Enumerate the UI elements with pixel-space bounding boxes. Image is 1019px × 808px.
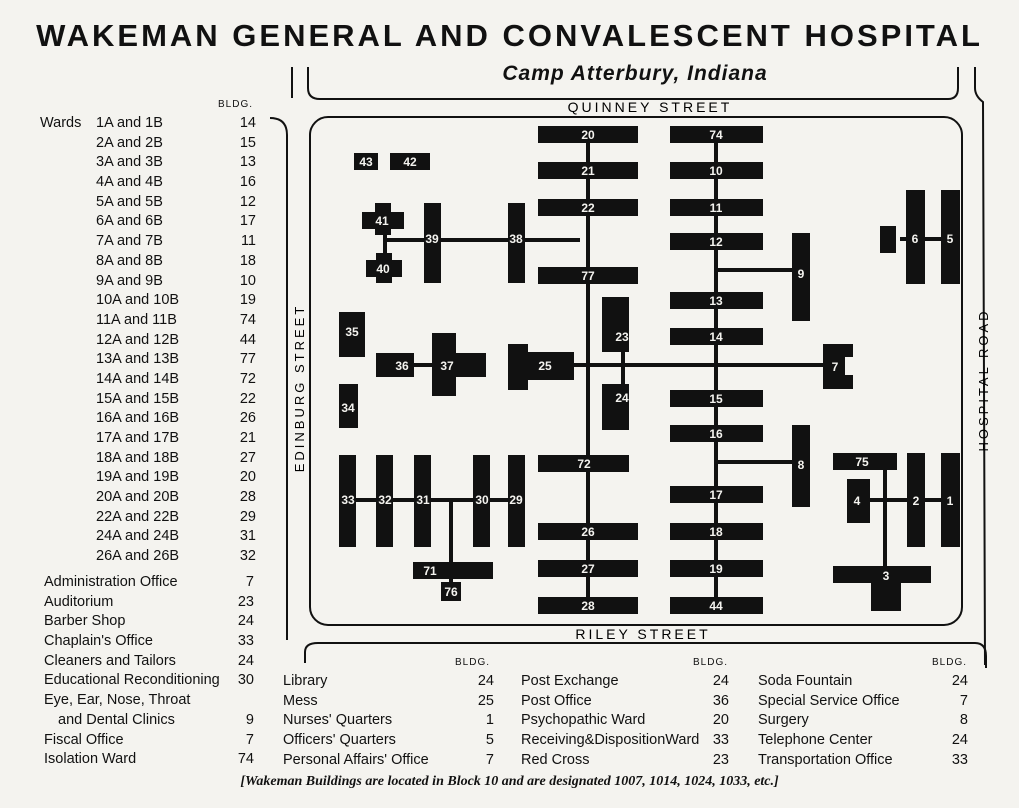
- legend-label: 12A and 12B: [96, 331, 180, 348]
- label-18: 18: [709, 525, 723, 539]
- legend-bldg: 20: [239, 469, 256, 486]
- offices-col2: [283, 672, 498, 770]
- legend-label: 5A and 5B: [96, 193, 163, 210]
- legend-label: Isolation Ward: [44, 751, 137, 768]
- label-11: 11: [709, 201, 723, 215]
- label-20: 20: [581, 128, 595, 142]
- legend-label: Surgery: [758, 712, 809, 729]
- legend-label: Cleaners and Tailors: [44, 652, 176, 669]
- legend-row: [40, 468, 260, 488]
- legend-row: [40, 193, 260, 213]
- legend-row: [40, 232, 260, 252]
- legend-row: [40, 488, 260, 508]
- label-33: 33: [341, 493, 355, 507]
- map-subtitle: Camp Atterbury, Indiana: [502, 62, 768, 85]
- legend-label: Barber Shop: [44, 613, 126, 630]
- label-10: 10: [709, 164, 723, 178]
- label-44: 44: [709, 599, 723, 613]
- legend-label: and Dental Clinics: [58, 711, 175, 728]
- legend-bldg: 28: [239, 489, 256, 506]
- legend-bldg: 7: [245, 574, 254, 590]
- label-34: 34: [341, 401, 355, 415]
- legend-bldg: 36: [712, 692, 729, 709]
- bldg-header-col2: BLDG.: [455, 657, 491, 668]
- legend-row: [758, 751, 972, 771]
- legend-label: Post Office: [521, 692, 592, 709]
- label-7: 7: [831, 360, 839, 374]
- legend-row: [40, 547, 260, 567]
- legend-bldg: 24: [951, 732, 968, 749]
- label-28: 28: [581, 599, 595, 613]
- legend-bldg: 5: [485, 732, 494, 749]
- legend-label: Receiving&DispositionWard: [521, 732, 700, 749]
- legend-bldg: 33: [237, 633, 254, 650]
- label-3: 3: [882, 569, 890, 583]
- legend-row: [521, 751, 733, 771]
- label-14: 14: [709, 330, 723, 344]
- legend-label: Fiscal Office: [44, 731, 124, 748]
- legend-label: 13A and 13B: [96, 351, 180, 368]
- legend-row: [283, 731, 498, 751]
- legend-label: Administration Office: [44, 574, 178, 590]
- legend-bldg: 24: [237, 652, 254, 669]
- label-4: 4: [853, 494, 861, 508]
- legend-row: [283, 711, 498, 731]
- legend-label: 24A and 24B: [96, 528, 180, 545]
- legend-bldg: 24: [477, 673, 494, 689]
- legend-row: [44, 612, 258, 632]
- legend-row: [521, 711, 733, 731]
- legend-row: [40, 311, 260, 331]
- legend-row: [44, 731, 258, 751]
- ward-bldg: 14: [239, 115, 256, 131]
- label-43: 43: [359, 155, 373, 169]
- label-40: 40: [376, 262, 390, 276]
- legend-row: [40, 331, 260, 351]
- label-26: 26: [581, 525, 595, 539]
- legend-label: 14A and 14B: [96, 370, 180, 387]
- label-9: 9: [797, 267, 805, 281]
- label-5: 5: [946, 232, 954, 246]
- legend-bldg: 7: [245, 731, 254, 748]
- legend-bldg: 12: [239, 193, 256, 210]
- legend-label: Library: [283, 673, 328, 689]
- label-21: 21: [581, 164, 595, 178]
- legend-row: [40, 409, 260, 429]
- quinney-street-label: QUINNEY STREET: [567, 99, 733, 115]
- legend-bldg: 32: [239, 548, 256, 565]
- label-6: 6: [911, 232, 919, 246]
- legend-label: Personal Affairs' Office: [283, 751, 429, 768]
- label-13: 13: [709, 294, 723, 308]
- label-42: 42: [403, 155, 417, 169]
- label-37: 37: [440, 359, 454, 373]
- legend-row: [40, 390, 260, 410]
- ward-row: [40, 114, 260, 134]
- label-8: 8: [797, 458, 805, 472]
- legend-label: Psychopathic Ward: [521, 712, 646, 729]
- legend-label: 4A and 4B: [96, 174, 163, 191]
- label-32: 32: [378, 493, 392, 507]
- legend-bldg: 20: [712, 712, 729, 729]
- legend-row: [44, 711, 258, 731]
- label-29: 29: [509, 493, 523, 507]
- legend-label: Officers' Quarters: [283, 732, 396, 749]
- legend-label: 16A and 16B: [96, 410, 180, 427]
- legend-row: [44, 671, 258, 691]
- legend-label: 10A and 10B: [96, 292, 180, 309]
- edinburg-street-label: EDINBURG STREET: [292, 303, 307, 473]
- legend-row: [40, 252, 260, 272]
- label-77: 77: [581, 269, 595, 283]
- legend-row: [40, 272, 260, 292]
- legend-row: [758, 731, 972, 751]
- legend-bldg: 19: [239, 292, 256, 309]
- legend-bldg: 74: [239, 311, 256, 328]
- legend-label: Soda Fountain: [758, 673, 853, 689]
- legend-bldg: 7: [959, 692, 968, 709]
- legend-row: [40, 449, 260, 469]
- label-74: 74: [709, 128, 723, 142]
- label-12: 12: [709, 235, 723, 249]
- legend-label: Red Cross: [521, 751, 590, 768]
- legend-bldg: 17: [239, 213, 256, 230]
- legend-bldg: 44: [239, 331, 256, 348]
- legend-label: 8A and 8B: [96, 252, 163, 269]
- legend-row: [521, 731, 733, 751]
- label-76: 76: [444, 585, 458, 599]
- buildings: [339, 126, 960, 614]
- legend-label: 9A and 9B: [96, 272, 163, 289]
- legend-row: [40, 212, 260, 232]
- legend-bldg: 29: [239, 508, 256, 525]
- legend-bldg: 24: [237, 613, 254, 630]
- label-31: 31: [416, 493, 430, 507]
- legend-label: 7A and 7B: [96, 233, 163, 250]
- legend-bldg: 30: [237, 672, 254, 689]
- legend-label: Special Service Office: [758, 692, 900, 709]
- legend-label: Nurses' Quarters: [283, 712, 393, 729]
- legend-row: [40, 153, 260, 173]
- legend-row: [758, 672, 972, 692]
- label-15: 15: [709, 392, 723, 406]
- legend-row: [283, 751, 498, 771]
- legend-row: [521, 672, 733, 692]
- legend-label: Telephone Center: [758, 732, 873, 749]
- label-2: 2: [912, 494, 920, 508]
- legend-bldg: 18: [239, 252, 256, 269]
- legend-row: [44, 750, 258, 770]
- legend-row: [40, 291, 260, 311]
- building-3-annex: [871, 583, 901, 611]
- legend-bldg: 1: [485, 712, 494, 729]
- ward-label: 1A and 1B: [96, 115, 163, 131]
- legend-bldg: 77: [239, 351, 256, 368]
- legend-bldg: 11: [240, 233, 256, 250]
- legend-bldg: 7: [485, 751, 494, 768]
- legend-row: [40, 350, 260, 370]
- legend-bldg: 10: [239, 272, 256, 289]
- legend-bldg: 31: [239, 528, 256, 545]
- label-71: 71: [423, 564, 437, 578]
- legend-label: 3A and 3B: [96, 154, 163, 171]
- legend-bldg: 74: [237, 751, 254, 768]
- hospital-road-label: HOSPITAL ROAD: [976, 308, 991, 452]
- bldg-header-col3: BLDG.: [693, 657, 729, 668]
- legend-row: [44, 593, 258, 613]
- offices-col3: [521, 672, 733, 770]
- legend-bldg: 33: [951, 751, 968, 768]
- legend-bldg: 23: [712, 751, 729, 768]
- label-38: 38: [509, 232, 523, 246]
- legend-label: Mess: [283, 692, 318, 709]
- legend-label: 2A and 2B: [96, 134, 163, 151]
- label-24: 24: [615, 391, 629, 405]
- legend-bldg: 26: [239, 410, 256, 427]
- label-19: 19: [709, 562, 723, 576]
- legend-label: Post Exchange: [521, 673, 619, 689]
- legend-row: [283, 672, 498, 692]
- label-36: 36: [395, 359, 409, 373]
- legend-bldg: 8: [959, 712, 968, 729]
- legend-label: 26A and 26B: [96, 548, 180, 565]
- legend-row: [758, 692, 972, 712]
- legend-bldg: 25: [477, 692, 494, 709]
- offices-col1: [44, 573, 258, 770]
- offices-col4: [758, 672, 972, 770]
- legend-label: Auditorium: [44, 593, 114, 610]
- legend-bldg: 33: [712, 732, 729, 749]
- legend-row: [44, 691, 258, 711]
- legend-label: 19A and 19B: [96, 469, 180, 486]
- legend-row: [283, 692, 498, 712]
- legend-label: Transportation Office: [758, 751, 893, 768]
- label-22: 22: [581, 201, 595, 215]
- legend-row: [44, 652, 258, 672]
- label-1: 1: [946, 494, 954, 508]
- legend-label: 20A and 20B: [96, 489, 180, 506]
- legend-bldg: 27: [239, 449, 256, 466]
- legend-row: [758, 711, 972, 731]
- label-39: 39: [425, 232, 439, 246]
- footnote: [Wakeman Buildings are located in Block 10 and are designated 1007, 1014, 1024, 1033, etc.]: [240, 774, 779, 789]
- legend-bldg: 22: [239, 390, 256, 407]
- legend-bldg: 24: [712, 673, 729, 689]
- legend-row: [44, 573, 258, 593]
- legend-bldg: 23: [237, 593, 254, 610]
- label-17: 17: [709, 488, 723, 502]
- label-41: 41: [375, 214, 389, 228]
- label-72: 72: [577, 457, 591, 471]
- bldg-header-col4: BLDG.: [932, 657, 968, 668]
- label-23: 23: [615, 330, 629, 344]
- legend-row: [521, 692, 733, 712]
- legend-bldg: 9: [245, 711, 254, 728]
- legend-row: [40, 134, 260, 154]
- legend-bldg: 72: [239, 370, 256, 387]
- legend-label: Chaplain's Office: [44, 633, 153, 650]
- legend-row: [40, 173, 260, 193]
- legend-label: Educational Reconditioning: [44, 672, 220, 689]
- wards-legend: [40, 114, 260, 567]
- legend-label: 22A and 22B: [96, 508, 180, 525]
- legend-row: [40, 508, 260, 528]
- legend-label: 11A and 11B: [96, 311, 177, 328]
- bldg-header-wards: BLDG.: [218, 99, 254, 110]
- legend-label: 6A and 6B: [96, 213, 163, 230]
- legend-bldg: 13: [239, 154, 256, 171]
- wards-prefix: Wards: [40, 115, 82, 131]
- legend-row: [40, 527, 260, 547]
- label-75: 75: [855, 455, 869, 469]
- map-title: WAKEMAN GENERAL AND CONVALESCENT HOSPITAL: [36, 18, 983, 53]
- riley-street-label: RILEY STREET: [575, 626, 711, 642]
- label-16: 16: [709, 427, 723, 441]
- legend-bldg: 15: [239, 134, 256, 151]
- legend-label: 17A and 17B: [96, 430, 180, 446]
- legend-row: [40, 429, 260, 449]
- legend-label: 18A and 18B: [96, 449, 180, 466]
- legend-label: Eye, Ear, Nose, Throat: [44, 692, 191, 709]
- legend-label: 15A and 15B: [96, 390, 180, 407]
- legend-bldg: 24: [951, 673, 968, 689]
- legend-row: [40, 370, 260, 390]
- label-25: 25: [538, 359, 552, 373]
- label-30: 30: [475, 493, 489, 507]
- legend-bldg: 21: [239, 430, 256, 446]
- legend-bldg: 16: [239, 174, 256, 191]
- building-6-wing: [880, 226, 896, 253]
- legend-row: [44, 632, 258, 652]
- label-35: 35: [345, 325, 359, 339]
- label-27: 27: [581, 562, 595, 576]
